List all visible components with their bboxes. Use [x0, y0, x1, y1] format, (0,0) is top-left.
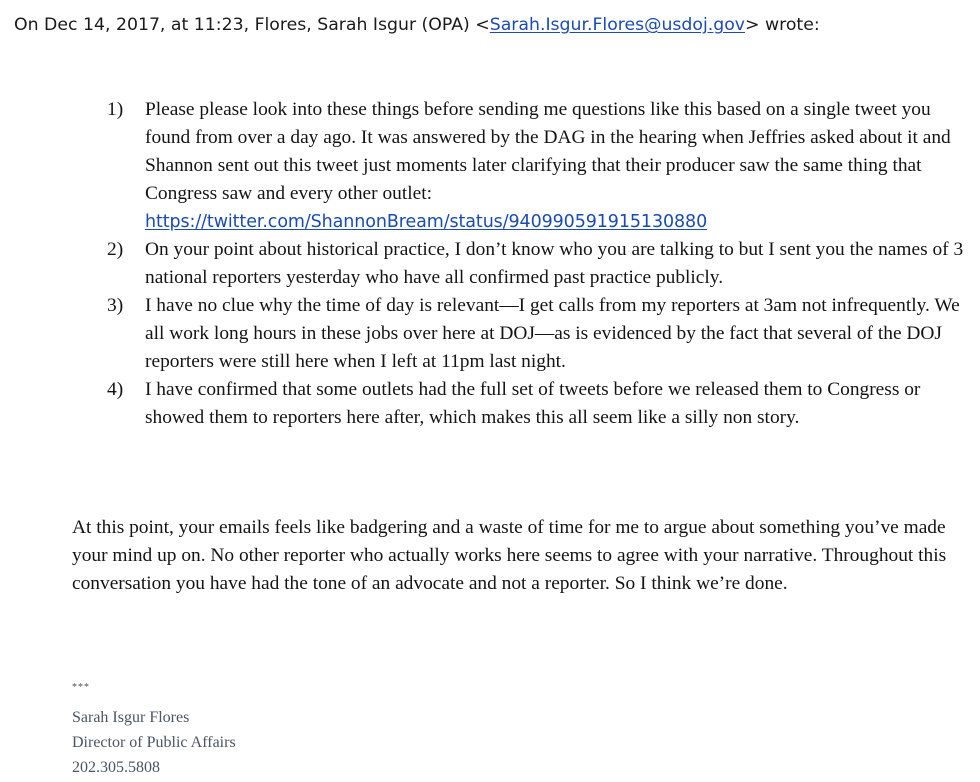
signature-title: Director of Public Affairs — [72, 734, 236, 751]
signature-separator: *** — [72, 682, 90, 693]
list-item-number: 4) — [107, 379, 124, 400]
closing-paragraph: At this point, your emails feels like badgering and a waste of time for me to argue about something you’ve made your mind up on. No other reporter who actually works here seems to agree with your narrative. Throughout this conversation you have had the tone of an advocate and not a reporter. So I think we’re done. — [72, 517, 947, 594]
header-suffix: > wrote: — [745, 15, 820, 35]
list-item-number: 3) — [107, 295, 124, 316]
list-item — [107, 292, 977, 376]
email-header — [14, 13, 974, 37]
sender-email-link[interactable]: Sarah.Isgur.Flores@usdoj.gov — [489, 15, 746, 35]
list-item-number: 1) — [107, 99, 124, 120]
list-item — [107, 236, 977, 292]
signature-name: Sarah Isgur Flores — [72, 709, 190, 726]
list-item — [107, 96, 977, 236]
signature-phone: 202.305.5808 — [72, 759, 160, 776]
list-item-number: 2) — [107, 239, 124, 260]
signature-block — [72, 678, 236, 780]
list-item-text: I have confirmed that some outlets had the full set of tweets before we released them to Congress or showed them to reporters here after, which makes this all seem like a silly non story. — [145, 379, 921, 428]
list-item-text: Please please look into these things before sending me questions like this based on a single tweet you found from over a day ago. It was answered by the DAG in the hearing when Jeffries asked about it and Shannon sent out this tweet just moments later clarifying that their producer saw the same thing that Congress saw and every other outlet: — [145, 99, 951, 204]
list-item — [107, 376, 977, 432]
list-item-text: I have no clue why the time of day is relevant—I get calls from my reporters at 3am not infrequently. We all work long hours in these jobs over here at DOJ—as is evidenced by the fact that several of the DOJ reporters were still here when I left at 11pm last night. — [145, 295, 960, 372]
numbered-list — [107, 96, 977, 432]
list-item-text: On your point about historical practice, I don’t know who you are talking to but I sent you the names of 3 national reporters yesterday who have all confirmed past practice publicly. — [145, 239, 964, 288]
tweet-link[interactable]: https://twitter.com/ShannonBream/status/940990591915130880 — [145, 212, 708, 232]
header-prefix: On Dec 14, 2017, at 11:23, Flores, Sarah Isgur (OPA) < — [14, 15, 490, 35]
